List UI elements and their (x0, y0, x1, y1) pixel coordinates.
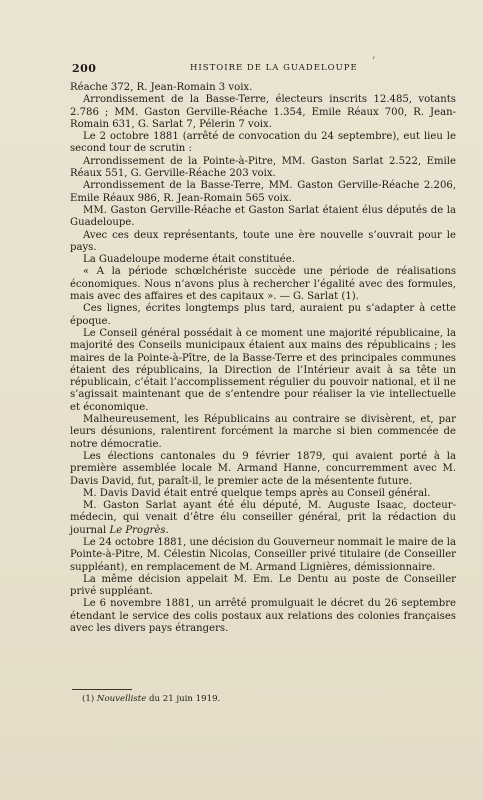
paragraph (70, 254, 456, 266)
paragraph-text: « A la période schœlchériste succède une période de réalisations économiques. Nous n’avons plus à rechercher l’égalité avec des formules, mais avec des affaires et des capitaux ». — G. Sarlat (1). (70, 266, 456, 303)
journal-title: Le Progrès (109, 524, 166, 536)
paragraph-text: Réache 372, R. Jean-Romain 3 voix. (70, 82, 253, 93)
paragraph-text: Le 2 octobre 1881 (arrêté de convocation du 24 septembre), eut lieu le second tour de scrutin : (70, 131, 456, 155)
paragraph-text: Avec ces deux représentants, toute une ère nouvelle s’ouvrait pour le pays. (70, 229, 456, 253)
paragraph (70, 414, 456, 451)
footnote-number: (1) (82, 694, 95, 704)
footnote (82, 694, 452, 705)
paragraph (70, 230, 456, 255)
paragraph-text: Arrondissement de la Basse-Terre, MM. Gaston Gerville-Réache 2.206, Emile Réaux 986, R. Jean-Romain 565 voix. (70, 180, 456, 204)
paragraph-text: M. Davis David était entré quelque temps après au Conseil général. (83, 487, 431, 499)
paragraph-text: Arrondissement de la Pointe-à-Pitre, MM. Gaston Sarlat 2.522, Emile Réaux 551, G. Gerville-Réache 203 voix. (70, 155, 456, 180)
paragraph-text: La même décision appelait M. Em. Le Dentu au poste de Conseiller privé suppléant. (70, 573, 456, 598)
paragraph (70, 82, 456, 94)
paragraph-text: MM. Gaston Gerville-Réache et Gaston Sarlat étaient élus députés de la Guadeloupe. (70, 204, 456, 229)
paragraph-text: La Guadeloupe moderne était constituée. (83, 254, 295, 266)
paragraph-text: Arrondissement de la Basse-Terre, électeurs inscrits 12.485, votants 2.786 ; MM. Gaston Gerville-Réache 1.354, Emile Réaux 700, R. Jean-Romain 631, G. Sarlat 7, Pélerin 7 voix. (70, 94, 456, 130)
paragraph (70, 131, 456, 156)
paragraph-text: Le 24 octobre 1881, une décision du Gouverneur nommait le maire de la Pointe-à-Pitre, M. Célestin Nicolas, Conseiller privé titulaire (de Conseiller suppléant), en remplacement de M. Armand Lignières, démissionnaire. (70, 536, 456, 573)
paragraph-text: M. Gaston Sarlat ayant été élu député, M. Auguste Isaac, docteur-médecin, qui venait d’être élu conseiller général, prit la rédaction du journal (70, 500, 456, 536)
body-text (70, 82, 456, 635)
paragraph (70, 598, 456, 635)
paragraph-end: . (165, 524, 169, 536)
footnote-rule (72, 689, 132, 690)
paragraph-text: Ces lignes, écrites longtemps plus tard, auraient pu s’adapter à cette époque. (70, 303, 456, 327)
footnote-source: Nouvelliste (96, 694, 147, 704)
paragraph (70, 328, 456, 414)
paragraph (70, 451, 456, 488)
paragraph (70, 266, 456, 303)
paragraph (70, 537, 456, 574)
paragraph (70, 574, 456, 599)
paragraph (70, 205, 456, 230)
paragraph (70, 500, 456, 537)
footnote-date: du 21 juin 1919. (149, 694, 221, 704)
paragraph-text: Le Conseil général possédait à ce moment une majorité républicaine, la majorité des Conseils municipaux étaient aux mains des républicains ; les maires de la Pointe-à-Pître, de la Basse-Terre et des principales communes étaient des républicains, la Direction de l’Intérieur avait à sa tête un républicain, c’était l’accomplissement régulier du pouvoir national, et il ne s’agissait maintenant que de s’entendre pour réaliser la vie intellectuelle et économique. (70, 327, 456, 413)
running-head: HISTOIRE DE LA GUADELOUPE (190, 63, 358, 73)
paragraph (70, 488, 456, 500)
paragraph-text: Le 6 novembre 1881, un arrêté promulguait le décret du 26 septembre étendant le service des colis postaux aux relations des colonies françaises avec les divers pays étrangers. (70, 598, 456, 635)
paragraph (70, 180, 456, 205)
margin-mark: ’ (372, 56, 376, 67)
paragraph (70, 303, 456, 328)
paragraph (70, 94, 456, 131)
paragraph-text: Les élections cantonales du 9 février 1879, qui avaient porté à la première assemblée locale M. Armand Hanne, concurremment avec M. Davis David, fut, paraît-il, le premier acte de la mésentente future. (70, 450, 456, 487)
page-header (72, 56, 455, 78)
paragraph (70, 156, 456, 181)
page-number: 200 (72, 62, 97, 75)
paragraph-text: Malheureusement, les Républicains au contraire se divisèrent, et, par leurs désunions, ralentirent forcément la marche si bien commencée de notre démocratie. (70, 414, 456, 450)
